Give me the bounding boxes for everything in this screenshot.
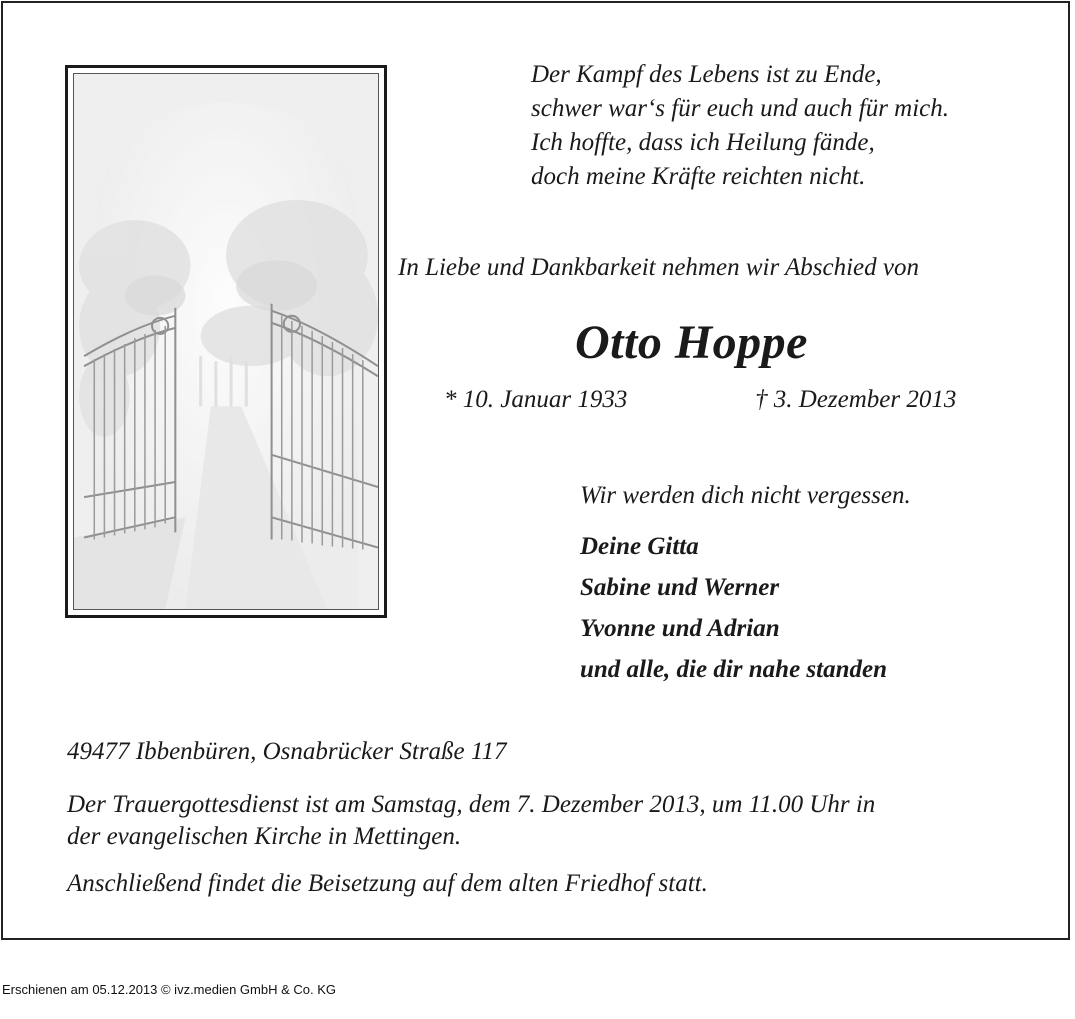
farewell-intro: In Liebe und Dankbarkeit nehmen wir Abschied von [398, 254, 919, 281]
mourner-name: Sabine und Werner [580, 574, 780, 601]
poem-line: schwer war‘s für euch und auch für mich. [531, 95, 950, 122]
family-address: 49477 Ibbenbüren, Osnabrücker Straße 117 [67, 738, 507, 765]
birth-date: * 10. Januar 1933 [444, 386, 628, 413]
poem-line: Der Kampf des Lebens ist zu Ende, [531, 61, 882, 88]
death-date: † 3. Dezember 2013 [755, 386, 957, 413]
mourner-name: Deine Gitta [580, 533, 699, 560]
memorial-photo-frame [65, 65, 387, 618]
publication-footer: Erschienen am 05.12.2013 © ivz.medien GmbH & Co. KG [2, 982, 337, 997]
obituary-notice [1, 1, 1070, 940]
burial-info: Anschließend findet die Beisetzung auf dem alten Friedhof statt. [67, 870, 708, 897]
poem-line: doch meine Kräfte reichten nicht. [531, 163, 866, 190]
poem-line: Ich hoffte, dass ich Heilung fände, [531, 129, 875, 156]
deceased-name: Otto Hoppe [575, 316, 808, 369]
memorial-poem [531, 58, 949, 194]
garden-gate-photo-icon [73, 73, 379, 610]
service-line: der evangelischen Kirche in Mettingen. [67, 823, 462, 850]
mourner-name: Yvonne und Adrian [580, 615, 780, 642]
mourner-name: und alle, die dir nahe standen [580, 656, 887, 683]
service-line: Der Trauergottesdienst ist am Samstag, dem 7. Dezember 2013, um 11.00 Uhr in [67, 791, 876, 818]
funeral-service-info [67, 789, 1042, 853]
mourners-list [580, 526, 887, 690]
remembrance-line: Wir werden dich nicht vergessen. [580, 482, 911, 509]
